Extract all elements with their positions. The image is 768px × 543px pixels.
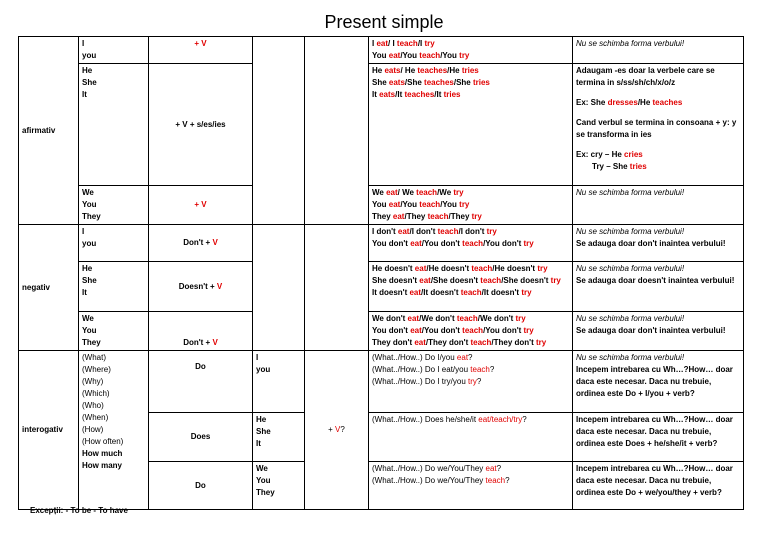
example-cell: I don't eat/I don't teach/I don't try You don't eat/You don't teach/You don't try <box>369 225 573 262</box>
note-cell: Nu se schimba forma verbului! Se adauga doar don't inaintea verbului! <box>573 312 744 351</box>
table-row <box>19 312 744 351</box>
pronoun-cell: He She It <box>79 64 149 186</box>
example-cell: (What../How..) Do I/you eat? (What../How..) Do I eat/you teach? (What../How..) Do I try/you try? <box>369 351 573 413</box>
rule-cell: + V + s/es/ies <box>149 64 253 186</box>
pronoun-cell: We You They <box>79 312 149 351</box>
note-cell: Nu se schimba forma verbului! Se adauga doar don't inaintea verbului! <box>573 225 744 262</box>
page-title: Present simple <box>324 12 444 32</box>
verb-rule-cell: + V? <box>305 351 369 510</box>
empty-cell <box>305 225 369 351</box>
table-row <box>19 351 744 413</box>
pronoun-cell: We You They <box>79 186 149 225</box>
example-cell: (What../How..) Does he/she/it eat/teach/try? <box>369 413 573 462</box>
pronoun-cell: I you <box>253 351 305 413</box>
empty-cell <box>305 37 369 225</box>
example-cell: I eat/ I teach/I try You eat/You teach/You try <box>369 37 573 64</box>
table-row <box>19 186 744 225</box>
rule-cell: + V <box>149 186 253 225</box>
pronoun-cell: He She It <box>79 262 149 312</box>
note-cell: Adaugam -es doar la verbele care se termina in s/ss/sh/ch/x/o/z Ex: She dresses/He teaches Cand verbul se termina in consoana + y: y se transforma in ies Ex: cry – He cries Try – She tries <box>573 64 744 186</box>
table-row <box>19 64 744 186</box>
note-cell: Nu se schimba forma verbului! <box>573 186 744 225</box>
note-cell: Incepem intrebarea cu Wh…?How… doar daca este necesar. Daca nu trebuie, ordinea este Does + he/she/it + verb? <box>573 413 744 462</box>
note-cell: Incepem intrebarea cu Wh…?How… doar daca este necesar. Daca nu trebuie, ordinea este Do + we/you/they + verb? <box>573 462 744 510</box>
rule-cell: Doesn't + V <box>149 262 253 312</box>
wh-words-cell: (What) (Where) (Why) (Which) (Who) (When) (How) (How often) How much How many <box>79 351 149 510</box>
aux-cell: Do <box>149 351 253 413</box>
pronoun-cell: I you <box>79 37 149 64</box>
pronoun-cell: He She It <box>253 413 305 462</box>
rule-cell: Don't + V <box>149 312 253 351</box>
example-cell: He doesn't eat/He doesn't teach/He doesn't try She doesn't eat/She doesn't teach/She doesn't try It doesn't eat/It doesn't teach/It doesn't try <box>369 262 573 312</box>
aux-cell: Does <box>149 413 253 462</box>
note-cell: Nu se schimba forma verbului! Se adauga doar doesn't inaintea verbului! <box>573 262 744 312</box>
note-cell: Nu se schimba forma verbului! Incepem intrebarea cu Wh…?How… doar daca este necesar. Daca nu trebuie, ordinea este Do + I/you + verb? <box>573 351 744 413</box>
grammar-table <box>18 36 744 510</box>
table-row <box>19 37 744 64</box>
section-label-negativ: negativ <box>19 225 79 351</box>
example-cell: We eat/ We teach/We try You eat/You teach/You try They eat/They teach/They try <box>369 186 573 225</box>
note-cell: Nu se schimba forma verbului! <box>573 37 744 64</box>
section-label-interogativ: interogativ <box>19 351 79 510</box>
table-row <box>19 262 744 312</box>
exceptions-note: Excepții: - To be - To have <box>30 506 128 515</box>
example-cell: We don't eat/We don't teach/We don't try You don't eat/You don't teach/You don't try They don't eat/They don't teach/They don't try <box>369 312 573 351</box>
empty-cell <box>253 225 305 351</box>
example-cell: He eats/ He teaches/He tries She eats/She teaches/She tries It eats/It teaches/It tries <box>369 64 573 186</box>
pronoun-cell: We You They <box>253 462 305 510</box>
empty-cell <box>253 37 305 225</box>
rule-cell: + V <box>149 37 253 64</box>
aux-cell: Do <box>149 462 253 510</box>
table-row <box>19 225 744 262</box>
rule-cell: Don't + V <box>149 225 253 262</box>
example-cell: (What../How..) Do we/You/They eat? (What../How..) Do we/You/They teach? <box>369 462 573 510</box>
section-label-afirmativ: afirmativ <box>19 37 79 225</box>
pronoun-cell: I you <box>79 225 149 262</box>
